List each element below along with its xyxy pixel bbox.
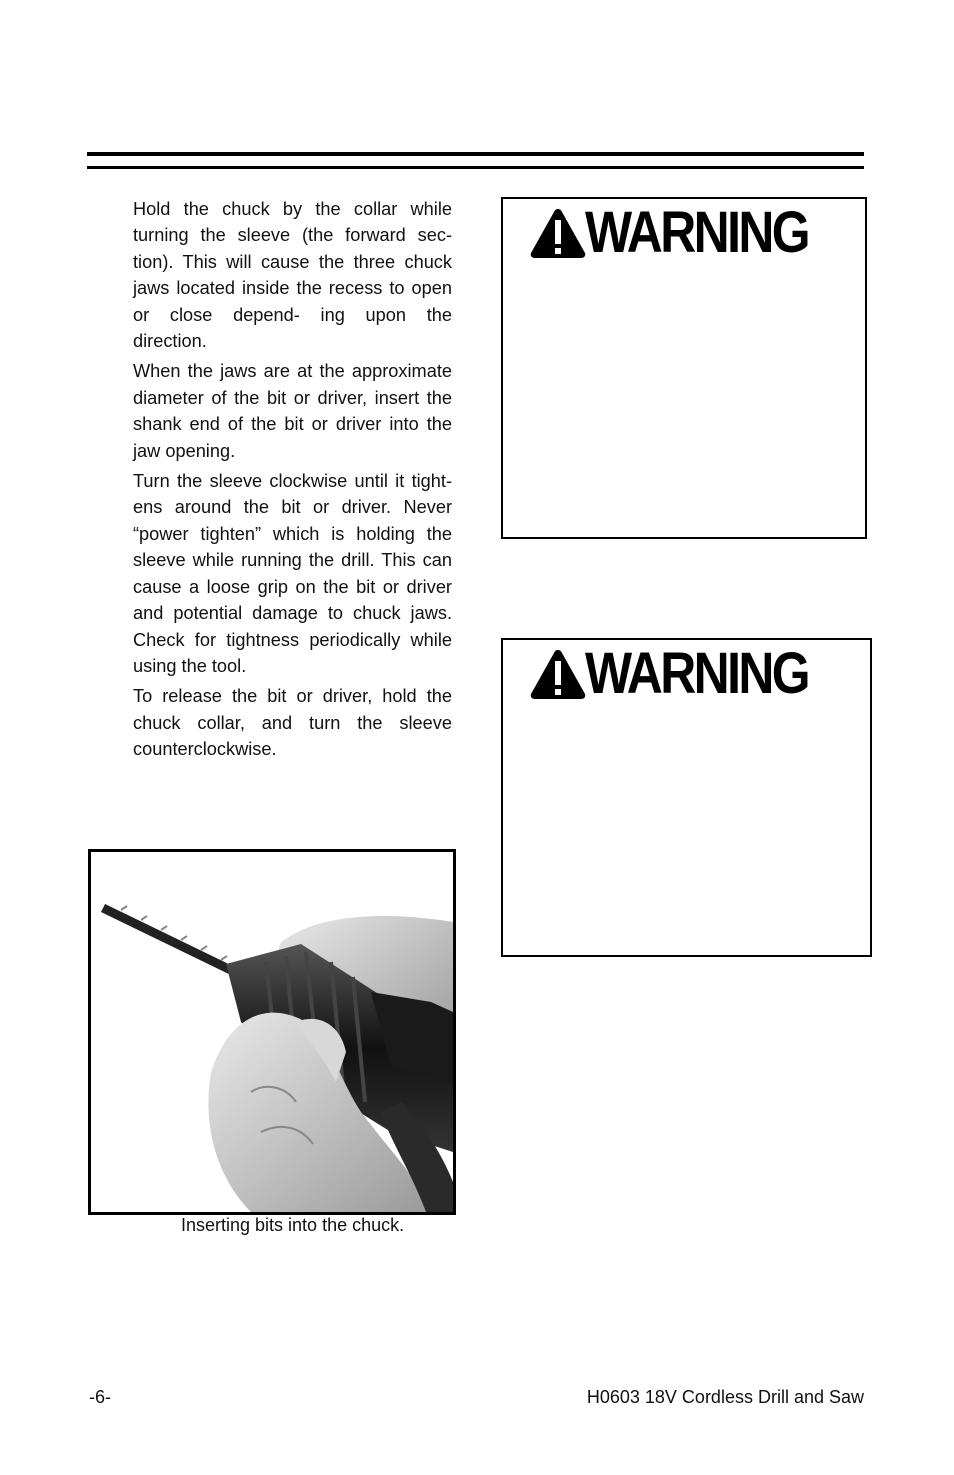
paragraph-release: To release the bit or driver, hold the chuck collar, and turn the sleeve counterclockwise. [133, 686, 452, 760]
warning-box-2 [501, 638, 872, 957]
figure-caption: Inserting bits into the chuck. [181, 1215, 405, 1235]
paragraph-hold-chuck: Hold the chuck by the collar while turning the sleeve (the forward sec- tion). This will cause the three chuck jaws located inside the recess to open or close depend- ing upon the direction. [133, 199, 452, 352]
warning-header [529, 200, 844, 265]
drill-chuck-photo [88, 849, 456, 1215]
manual-title: H0603 18V Cordless Drill and Saw [586, 1387, 864, 1407]
warning-title: WARNING [585, 200, 809, 265]
instructions-column [133, 196, 452, 767]
warning-box-1 [501, 197, 867, 539]
warning-title: WARNING [585, 641, 809, 706]
warning-triangle-icon [529, 648, 587, 700]
header-rule-top [87, 152, 864, 156]
warning-triangle-icon [529, 207, 587, 259]
page-number: -6- [89, 1387, 111, 1407]
paragraph-tighten: Turn the sleeve clockwise until it tight- ens around the bit or driver. Never “power tighten” which is holding the sleeve while running the drill. This can cause a loose grip on the bit or driver and potential damage to chuck jaws. Check for tightness periodically while using the tool. [133, 471, 452, 676]
warning-header [529, 641, 844, 706]
header-rule-bottom [87, 166, 864, 169]
paragraph-insert-bit: When the jaws are at the approximate diameter of the bit or driver, insert the shank end of the bit or driver into the jaw opening. [133, 361, 452, 461]
